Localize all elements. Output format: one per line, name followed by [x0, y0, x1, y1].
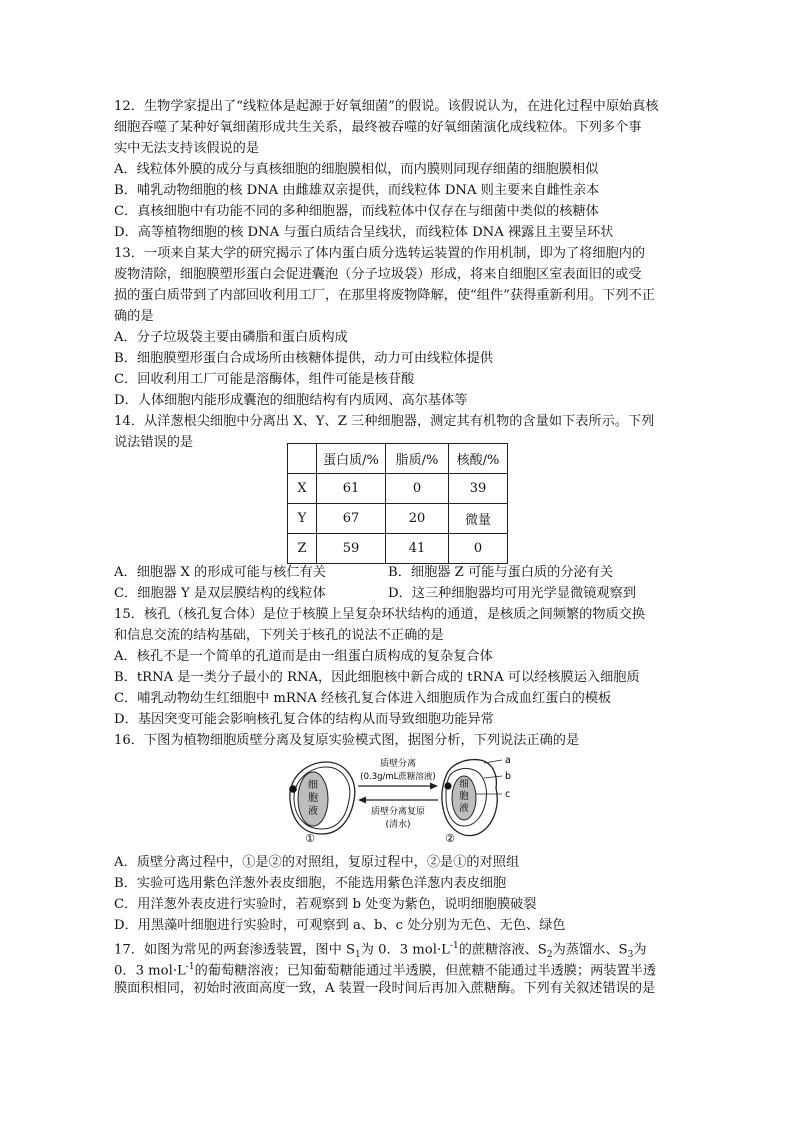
q16-stem: 16．下图为植物细胞质壁分离及复原实验模式图，据图分析，下列说法正确的是: [114, 733, 580, 748]
label-c: c: [505, 789, 511, 800]
table-cell: X: [288, 474, 317, 504]
q12-option-a: A．线粒体外膜的成分与真核细胞的细胞膜相似，而内膜则同现存细菌的细胞膜相似: [114, 162, 599, 177]
q17-text: 的蔗糖溶液、S: [458, 942, 547, 958]
table-row: [288, 534, 508, 564]
subscript: 2: [546, 950, 553, 961]
q12-stem-line-1: 12．生物学家提出了“线粒体是起源于好氧细菌”的假说。该假说认为，在进化过程中原始真核: [114, 99, 659, 114]
q13-option-b: B．细胞膜塑形蛋白合成场所由核糖体提供，动力可由线粒体提供: [114, 351, 493, 366]
q14-option-c: C．细胞器 Y 是双层膜结构的线粒体: [114, 586, 326, 601]
subscript: 1: [355, 950, 361, 961]
q13-stem-line-1: 13．一项来自某大学的研究揭示了体内蛋白质分选转运装置的作用机制，即为了将细胞内的: [114, 246, 646, 261]
table-header-cell: [288, 444, 317, 474]
q13-option-c: C．回收利用工厂可能是溶酶体，组件可能是核苷酸: [114, 372, 415, 387]
cell1-label-1: 细: [308, 780, 318, 791]
q15-stem-line-2: 和信息交流的结构基础，下列关于核孔的说法不正确的是: [114, 628, 444, 643]
q17-text: 为: [633, 942, 647, 958]
q17-text: 0．3 mol·L: [114, 963, 186, 979]
subscript: 3: [627, 950, 634, 961]
q16-option-a: A．质壁分离过程中，①是②的对照组，复原过程中，②是①的对照组: [114, 855, 520, 870]
table-header-row: [288, 444, 508, 474]
cell1-label-3: 液: [308, 806, 318, 817]
table-header-cell: 蛋白质/%: [317, 444, 386, 474]
q13-stem-line-3: 损的蛋白质带到了内部回收利用工厂，在那里将废物降解，使“组件”获得重新利用。下列不正: [114, 288, 655, 303]
backward-arrowhead: [358, 797, 366, 804]
superscript: -1: [185, 962, 195, 972]
table-cell: Y: [288, 504, 317, 534]
table-cell: 67: [317, 504, 386, 534]
cell1-number: ①: [305, 832, 315, 845]
q13-stem-line-2: 废物清除，细胞膜塑形蛋白会促进囊泡（分子垃圾袋）形成，将来自细胞区室表面旧的或受: [114, 267, 642, 282]
table-cell: 0: [449, 534, 508, 564]
table-row: [288, 504, 508, 534]
table-cell: 59: [317, 534, 386, 564]
table-cell: 0: [386, 474, 449, 504]
cell2-label-3: 液: [459, 803, 469, 814]
q17-text: 为 0．3 mol·L: [360, 942, 450, 958]
arrow-top-label-2: (0.3g/mL蔗糖溶液): [360, 772, 436, 782]
table-row: [288, 474, 508, 504]
q16-option-c: C．用洋葱外表皮进行实验时，若观察到 b 处变为紫色，说明细胞膜破裂: [114, 897, 537, 912]
q12-option-d: D．高等植物细胞的核 DNA 与蛋白质结合呈线状，而线粒体 DNA 裸露且主要呈环状: [114, 225, 614, 240]
table-cell: 微量: [449, 504, 508, 534]
label-b: b: [505, 771, 512, 782]
arrow-top-label-1: 质壁分离: [379, 759, 417, 769]
q14-stem-line-1: 14．从洋葱根尖细胞中分离出 X、Y、Z 三种细胞器，测定其有机物的含量如下表所示。下列: [114, 414, 655, 429]
table-cell: 41: [386, 534, 449, 564]
q13-option-d: D．人体细胞内能形成囊泡的细胞结构有内质网、高尔基体等: [114, 393, 468, 408]
q12-option-c: C．真核细胞中有功能不同的多种细胞器，而线粒体中仅存在与细菌中类似的核糖体: [114, 204, 599, 219]
table-header-cell: 脂质/%: [386, 444, 449, 474]
table-cell: 39: [449, 474, 508, 504]
q14-option-b: B．细胞器 Z 可能与蛋白质的分泌有关: [388, 565, 614, 580]
q12-stem-line-2: 细胞吞噬了某种好氧细菌形成共生关系，最终被吞噬的好氧细菌演化成线粒体。下列多个事: [114, 120, 642, 135]
plasmolysis-diagram: [280, 754, 520, 846]
q16-option-b: B．实验可选用紫色洋葱外表皮细胞，不能选用紫色洋葱内表皮细胞: [114, 876, 507, 891]
q16-option-d: D．用黑藻叶细胞进行实验时，可观察到 a、b、c 处分别为无色、无色、绿色: [114, 918, 566, 933]
q15-option-b: B．tRNA 是一类分子最小的 RNA，因此细胞核中新合成的 tRNA 可以经核膜运入细胞质: [114, 670, 640, 685]
organelle-table: [287, 443, 508, 564]
q15-option-a: A．核孔不是一个简单的孔道而是由一组蛋白质构成的复杂复合体: [114, 649, 493, 664]
forward-arrowhead: [430, 783, 438, 790]
table-header-cell: 核酸/%: [449, 444, 508, 474]
q14-option-d: D．这三种细胞器均可用光学显微镜观察到: [388, 586, 636, 601]
q13-stem-line-4: 确的是: [114, 309, 154, 324]
cell-2: [442, 755, 511, 845]
q15-option-c: C．哺乳动物幼生红细胞中 mRNA 经核孔复合体进入细胞质作为合成血红蛋白的模板: [114, 691, 612, 706]
cell-1: [289, 762, 355, 845]
q13-option-a: A．分子垃圾袋主要由磷脂和蛋白质构成: [114, 330, 348, 345]
table-cell: 61: [317, 474, 386, 504]
q17-text: 17．如图为常见的两套渗透装置，图中 S: [114, 942, 356, 958]
arrow-bottom-label-2: (清水): [385, 820, 411, 830]
q17-stem-line-3: 膜面积相同，初始时液面高度一致，A 装置一段时间后再加入蔗糖酶。下列有关叙述错误的是: [114, 981, 656, 996]
q17-stem-line-2: [114, 958, 656, 980]
q17-text: 为蒸馏水、S: [552, 942, 628, 958]
cell1-label-2: 胞: [308, 793, 318, 804]
q12-option-b: B．哺乳动物细胞的核 DNA 由雌雄双亲提供，而线粒体 DNA 则主要来自雌性亲本: [114, 183, 600, 198]
cell2-label-1: 细: [459, 779, 469, 790]
arrow-bottom-label-1: 质壁分离复原: [370, 807, 426, 817]
q15-stem-line-1: 15．核孔（核孔复合体）是位于核膜上呈复杂环状结构的通道，是核质之间频繁的物质交换: [114, 607, 646, 622]
q17-text: 的葡萄糖溶液；已知葡萄糖能通过半透膜，但蔗糖不能通过半透膜；两装置半透: [194, 963, 657, 979]
q14-stem-line-2: 说法错误的是: [114, 435, 194, 450]
superscript: -1: [449, 941, 459, 951]
label-a: a: [505, 755, 511, 766]
q12-stem-line-3: 实中无法支持该假说的是: [114, 141, 260, 156]
table-cell: 20: [386, 504, 449, 534]
cell2-label-2: 胞: [459, 791, 469, 802]
q14-option-a: A．细胞器 X 的形成可能与核仁有关: [114, 565, 326, 580]
q15-option-d: D．基因突变可能会影响核孔复合体的结构从而导致细胞功能异常: [114, 712, 494, 727]
cell2-number: ②: [445, 832, 455, 845]
table-cell: Z: [288, 534, 317, 564]
